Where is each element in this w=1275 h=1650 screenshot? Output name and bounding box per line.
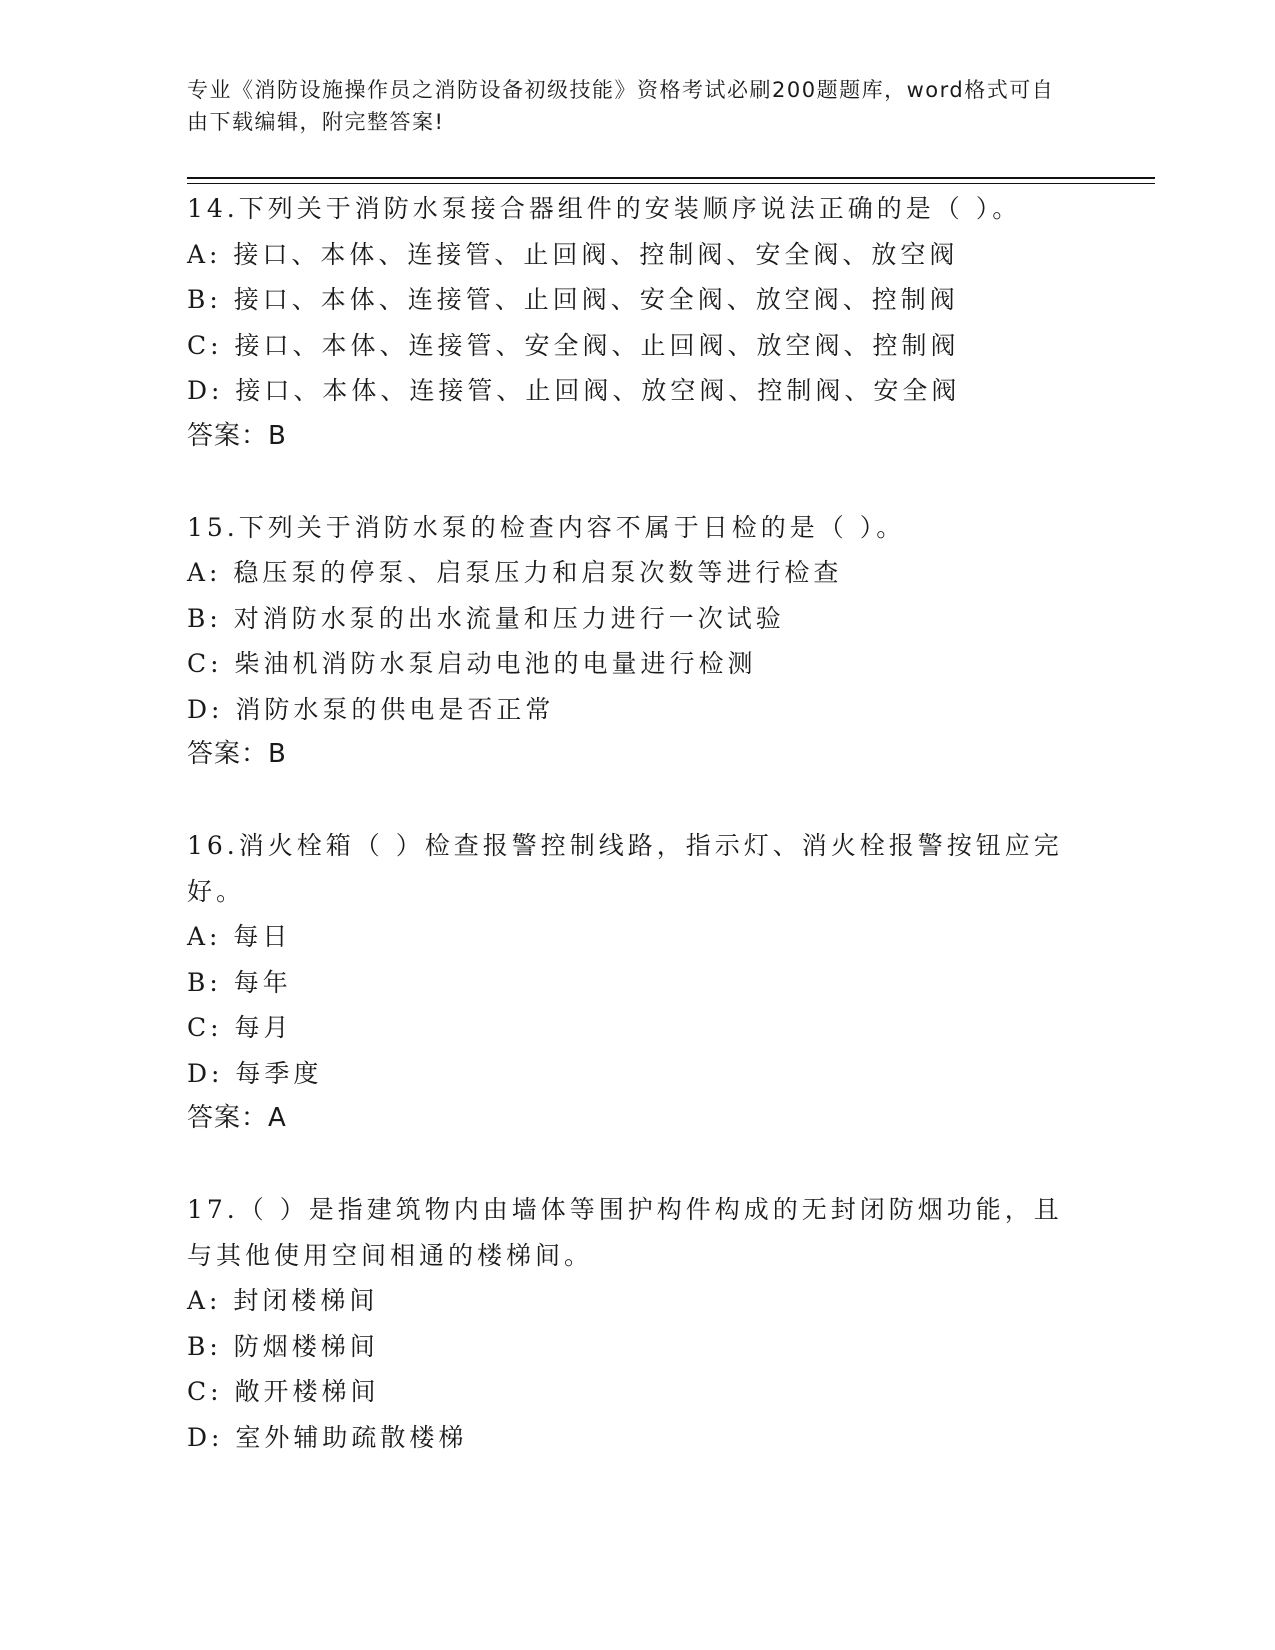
question-block <box>187 823 1087 1142</box>
question-block <box>187 1187 1087 1460</box>
option-a: A: 封闭楼梯间 <box>187 1286 379 1315</box>
question-block <box>187 505 1087 778</box>
option-c: C: 接口、本体、连接管、安全阀、止回阀、放空阀、控制阀 <box>187 330 960 360</box>
option-d: D: 接口、本体、连接管、止回阀、放空阀、控制阀、安全阀 <box>187 376 961 405</box>
document-intro: 专业《消防设施操作员之消防设备初级技能》资格考试必刷200题题库，word格式可自由下载编辑，附完整答案! <box>187 78 1055 134</box>
option-b: B: 对消防水泵的出水流量和压力进行一次试验 <box>187 603 785 633</box>
option-a: A: 稳压泵的停泵、启泵压力和启泵次数等进行检查 <box>187 558 843 587</box>
answer-line: 答案：B <box>187 420 287 451</box>
option-c: C: 柴油机消防水泵启动电池的电量进行检测 <box>187 649 757 678</box>
option-b: B: 每年 <box>187 967 292 997</box>
header-divider-thick <box>187 177 1155 179</box>
option-a: A: 每日 <box>187 922 292 951</box>
answer-line: 答案：A <box>187 1103 287 1133</box>
option-b: B: 接口、本体、连接管、止回阀、安全阀、放空阀、控制阀 <box>187 285 959 314</box>
question-title: 16.消火栓箱（ ）检查报警控制线路，指示灯、消火栓报警按钮应完好。 <box>187 831 1063 906</box>
spacer <box>187 1142 1087 1188</box>
question-title: 14.下列关于消防水泵接合器组件的安装顺序说法正确的是（ ）。 <box>187 194 1022 223</box>
answer-line: 答案：B <box>187 739 287 769</box>
option-c: C: 每月 <box>187 1013 293 1042</box>
question-title: 17.（ ）是指建筑物内由墙体等围护构件构成的无封闭防烟功能，且与其他使用空间相通的楼梯间。 <box>187 1195 1063 1270</box>
option-d: D: 每季度 <box>187 1058 323 1088</box>
option-d: D: 室外辅助疏散楼梯 <box>187 1422 468 1452</box>
option-a: A: 接口、本体、连接管、止回阀、控制阀、安全阀、放空阀 <box>187 239 959 269</box>
question-title: 15.下列关于消防水泵的检查内容不属于日检的是（ ）。 <box>187 512 906 542</box>
spacer <box>187 459 1087 505</box>
question-list <box>187 186 1087 1460</box>
spacer <box>187 778 1087 824</box>
option-c: C: 敞开楼梯间 <box>187 1377 380 1406</box>
option-d: D: 消防水泵的供电是否正常 <box>187 694 555 724</box>
header-divider-thin <box>187 183 1155 184</box>
option-b: B: 防烟楼梯间 <box>187 1331 379 1361</box>
question-block <box>187 186 1087 459</box>
